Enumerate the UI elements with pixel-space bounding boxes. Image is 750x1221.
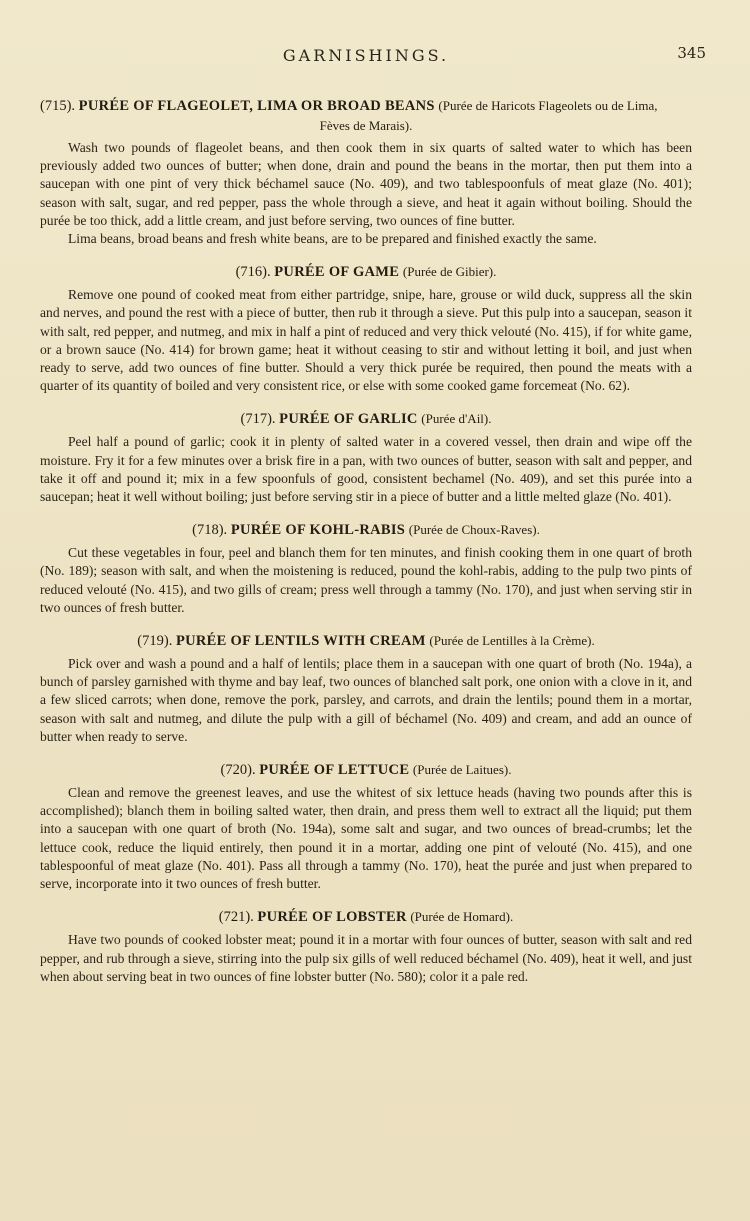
recipe-french-name: (Purée de Choux-Raves). — [408, 522, 540, 538]
recipe-name: PURÉE OF GARLIC — [279, 411, 418, 428]
recipe-number: (719). — [137, 633, 173, 650]
recipe-name: PURÉE OF FLAGEOLET, LIMA OR BROAD BEANS — [78, 98, 435, 114]
recipe-number: (721). — [218, 909, 254, 926]
recipe-name: PURÉE OF LOBSTER — [257, 909, 407, 926]
recipe-paragraph: Pick over and wash a pound and a half of lentils; place them in a saucepan with one quart of broth (No. 194a), a bunch of parsley garnished with thyme and bay leaf, two ounces of blanched salt pork, one onion with a clove in it, and a few sliced carrots; when done, remove the pork, parsley, and carrots, and drain the lentils; pound them in a mortar, season with salt and nutmeg, and dilute the pulp with a gill of béchamel (No. 409) and cream, and add an ounce of butter when ready to serve. — [40, 656, 692, 744]
recipe-french-name: (Purée de Laitues). — [412, 762, 512, 778]
recipe-title — [40, 520, 692, 540]
recipe-715 — [40, 96, 692, 248]
recipe-number: (720). — [220, 762, 256, 779]
recipe-title — [40, 96, 692, 135]
recipe-name: PURÉE OF LETTUCE — [259, 762, 410, 779]
recipe-title — [40, 760, 692, 780]
recipe-number: (716). — [235, 264, 271, 281]
recipe-french-name: (Purée de Gibier). — [402, 264, 497, 280]
recipe-french-name-continued: Fèves de Marais). — [319, 118, 413, 133]
recipe-paragraph: Have two pounds of cooked lobster meat; pound it in a mortar with four ounces of butter, season with salt and red pepper, and rub through a sieve, stirring into the pulp six gills of well reduced béchamel (No. 409), heat it well, and just when about serving beat in two ounces of fine lobster butter (No. 580); color it a pale red. — [40, 932, 692, 984]
recipe-paragraph: Cut these vegetables in four, peel and blanch them for ten minutes, and finish cooking them in one quart of broth (No. 189); season with salt, and when the moistening is reduced, pound the kohl-rabis, adding to the pulp two pints of reduced velouté (No. 415), and two gills of cream; press well through a tammy (No. 170), and just when serving stir in two ounces of fresh butter. — [40, 545, 692, 615]
recipe-title — [40, 409, 692, 429]
recipe-title — [40, 631, 692, 651]
recipe-716 — [40, 262, 692, 395]
running-head: GARNISHINGS. — [282, 46, 450, 65]
recipe-name: PURÉE OF KOHL-RABIS — [230, 522, 406, 539]
recipe-title — [40, 262, 692, 282]
recipe-paragraph: Clean and remove the greenest leaves, and use the whitest of six lettuce heads (having two pounds after this is accomplished); blanch them in boiling salted water, then drain, and press them well to extract all the liquid; put them into a saucepan with one quart of broth (No. 194a), some salt and sugar, and two ounces of bread-crumbs; let the lettuce cook, reduce the liquid entirely, then pound it in a mortar, adding one pint of velouté (No. 415), and one tablespoonful of meat glaze (No. 401). Pass all through a tammy (No. 170), heat the purée and just when prepared to serve, incorporate into it two ounces of fresh butter. — [40, 785, 692, 892]
recipe-number: (718). — [192, 522, 228, 539]
page-number: 345 — [677, 44, 706, 62]
recipe-paragraph: Peel half a pound of garlic; cook it in plenty of salted water in a covered vessel, then drain and wipe off the moisture. Fry it for a few minutes over a brisk fire in a pan, with two ounces of butter, season with salt and pepper, and take it off and pound it; mix in a few spoonfuls of good, consistent bechamel (No. 409), and set this purée into a saucepan; heat it well without boiling; just before serving stir in a piece of butter and a little melted glaze (No. 401). — [40, 434, 692, 505]
recipe-name: PURÉE OF LENTILS WITH CREAM — [175, 633, 426, 650]
recipe-720 — [40, 760, 692, 893]
recipe-french-name: (Purée de Lentilles à la Crème). — [429, 633, 595, 649]
page-header — [40, 40, 706, 76]
recipe-paragraph: Wash two pounds of flageolet beans, and then cook them in six quarts of salted water to which has been previously added two ounces of butter; when done, drain and pound the beans in the mortar, then put them into a saucepan with one pint of very thick béchamel sauce (No. 409), and two tablespoonfuls of meat glaze (No. 401); season with salt, sugar, and red pepper, pass the whole through a sieve, and heat it again without boiling. Should the purée be too thick, add a little cream, and just before serving, two ounces of fine butter. — [40, 140, 692, 228]
recipe-number: (715). — [40, 98, 76, 114]
recipe-paragraph: Remove one pound of cooked meat from either partridge, snipe, hare, grouse or wild duck, suppress all the skin and nerves, and pound the rest with a piece of butter, then rub it through a sieve. Put this pulp into a saucepan, season it with salt, red pepper, and nutmeg, and mix in half a pint of reduced and very thick velouté (No. 415), if for white game, or a brown sauce (No. 414) for brown game; heat it without ceasing to stir and without letting it boil, and just when ready to serve, add two ounces of fine butter. Should a very thick purée be required, then pound the meats with a quarter of its quantity of boiled and very consistent rice, or else with some cooked game forcemeat (No. 62). — [40, 287, 692, 394]
recipe-french-name: (Purée de Haricots Flageolets ou de Lima, — [438, 98, 658, 113]
recipe-number: (717). — [240, 411, 276, 428]
recipe-717 — [40, 409, 692, 506]
recipe-719 — [40, 631, 692, 746]
recipe-721 — [40, 907, 692, 986]
recipe-french-name: (Purée de Homard). — [410, 909, 514, 925]
recipe-718 — [40, 520, 692, 617]
recipe-french-name: (Purée d'Ail). — [421, 411, 492, 427]
recipe-title — [40, 907, 692, 927]
recipe-name: PURÉE OF GAME — [274, 264, 400, 281]
recipe-paragraph: Lima beans, broad beans and fresh white beans, are to be prepared and finished exactly the same. — [68, 231, 597, 247]
